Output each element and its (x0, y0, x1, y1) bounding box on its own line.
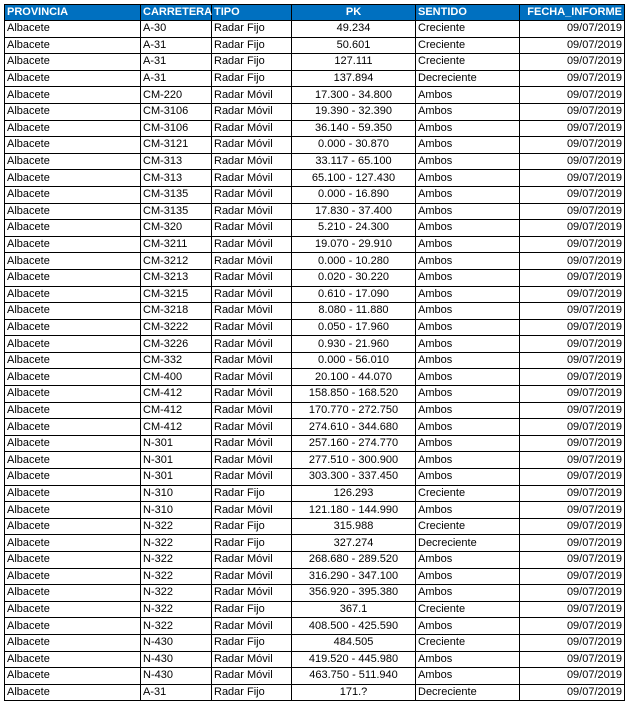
carretera-cell: A-31 (141, 70, 212, 87)
sentido-cell: Ambos (416, 452, 520, 469)
table-row (5, 286, 625, 303)
radar-table (4, 4, 625, 701)
tipo-cell: Radar Fijo (212, 54, 292, 71)
pk-cell: 356.920 - 395.380 (292, 585, 416, 602)
provincia-cell: Albacete (5, 552, 141, 569)
pk-cell: 17.830 - 37.400 (292, 203, 416, 220)
provincia-cell: Albacete (5, 236, 141, 253)
table-row (5, 518, 625, 535)
tipo-cell: Radar Móvil (212, 336, 292, 353)
carretera-cell: CM-313 (141, 153, 212, 170)
table-row (5, 87, 625, 104)
pk-cell: 17.300 - 34.800 (292, 87, 416, 104)
carretera-cell: N-310 (141, 485, 212, 502)
fecha-informe-cell: 09/07/2019 (520, 419, 625, 436)
pk-cell: 316.290 - 347.100 (292, 568, 416, 585)
tipo-cell: Radar Móvil (212, 286, 292, 303)
pk-cell: 19.390 - 32.390 (292, 103, 416, 120)
carretera-cell: N-301 (141, 452, 212, 469)
pk-cell: 463.750 - 511.940 (292, 668, 416, 685)
sentido-cell: Ambos (416, 552, 520, 569)
sentido-cell: Ambos (416, 153, 520, 170)
fecha-informe-cell: 09/07/2019 (520, 87, 625, 104)
pk-cell: 257.160 - 274.770 (292, 435, 416, 452)
sentido-cell: Ambos (416, 435, 520, 452)
sentido-cell: Ambos (416, 87, 520, 104)
table-row (5, 303, 625, 320)
pk-cell: 5.210 - 24.300 (292, 220, 416, 237)
provincia-cell: Albacete (5, 452, 141, 469)
pk-cell: 8.080 - 11.880 (292, 303, 416, 320)
tipo-cell: Radar Móvil (212, 568, 292, 585)
provincia-cell: Albacete (5, 518, 141, 535)
table-row (5, 236, 625, 253)
sentido-cell: Ambos (416, 170, 520, 187)
carretera-cell: CM-220 (141, 87, 212, 104)
tipo-cell: Radar Móvil (212, 469, 292, 486)
sentido-cell: Creciente (416, 21, 520, 38)
carretera-cell: CM-3135 (141, 203, 212, 220)
tipo-cell: Radar Fijo (212, 601, 292, 618)
fecha-informe-cell: 09/07/2019 (520, 518, 625, 535)
fecha-informe-cell: 09/07/2019 (520, 369, 625, 386)
pk-cell: 408.500 - 425.590 (292, 618, 416, 635)
pk-cell: 0.000 - 30.870 (292, 137, 416, 154)
table-row (5, 220, 625, 237)
tipo-cell: Radar Móvil (212, 87, 292, 104)
provincia-cell: Albacete (5, 485, 141, 502)
tipo-cell: Radar Móvil (212, 419, 292, 436)
fecha-informe-cell: 09/07/2019 (520, 485, 625, 502)
provincia-cell: Albacete (5, 203, 141, 220)
fecha-informe-cell: 09/07/2019 (520, 651, 625, 668)
carretera-cell: A-31 (141, 54, 212, 71)
tipo-cell: Radar Fijo (212, 37, 292, 54)
carretera-cell: CM-412 (141, 386, 212, 403)
provincia-cell: Albacete (5, 352, 141, 369)
fecha-informe-cell: 09/07/2019 (520, 502, 625, 519)
table-row (5, 402, 625, 419)
fecha-informe-cell: 09/07/2019 (520, 435, 625, 452)
provincia-cell: Albacete (5, 120, 141, 137)
sentido-cell: Ambos (416, 236, 520, 253)
pk-cell: 0.000 - 10.280 (292, 253, 416, 270)
pk-cell: 36.140 - 59.350 (292, 120, 416, 137)
table-row (5, 435, 625, 452)
header-tipo: TIPO (212, 5, 292, 21)
carretera-cell: N-322 (141, 552, 212, 569)
provincia-cell: Albacete (5, 220, 141, 237)
sentido-cell: Creciente (416, 518, 520, 535)
provincia-cell: Albacete (5, 253, 141, 270)
tipo-cell: Radar Móvil (212, 352, 292, 369)
carretera-cell: N-322 (141, 585, 212, 602)
table-row (5, 153, 625, 170)
carretera-cell: CM-3106 (141, 103, 212, 120)
provincia-cell: Albacete (5, 153, 141, 170)
pk-cell: 0.000 - 56.010 (292, 352, 416, 369)
sentido-cell: Decreciente (416, 70, 520, 87)
tipo-cell: Radar Fijo (212, 535, 292, 552)
table-row (5, 651, 625, 668)
tipo-cell: Radar Móvil (212, 253, 292, 270)
pk-cell: 0.610 - 17.090 (292, 286, 416, 303)
tipo-cell: Radar Móvil (212, 386, 292, 403)
provincia-cell: Albacete (5, 386, 141, 403)
carretera-cell: CM-3215 (141, 286, 212, 303)
carretera-cell: A-30 (141, 21, 212, 38)
sentido-cell: Decreciente (416, 535, 520, 552)
sentido-cell: Ambos (416, 402, 520, 419)
sentido-cell: Ambos (416, 120, 520, 137)
carretera-cell: N-322 (141, 568, 212, 585)
provincia-cell: Albacete (5, 684, 141, 701)
table-row (5, 502, 625, 519)
pk-cell: 303.300 - 337.450 (292, 469, 416, 486)
provincia-cell: Albacete (5, 585, 141, 602)
pk-cell: 65.100 - 127.430 (292, 170, 416, 187)
tipo-cell: Radar Móvil (212, 585, 292, 602)
provincia-cell: Albacete (5, 319, 141, 336)
table-row (5, 684, 625, 701)
fecha-informe-cell: 09/07/2019 (520, 186, 625, 203)
fecha-informe-cell: 09/07/2019 (520, 634, 625, 651)
sentido-cell: Ambos (416, 186, 520, 203)
sentido-cell: Ambos (416, 568, 520, 585)
sentido-cell: Ambos (416, 469, 520, 486)
table-row (5, 269, 625, 286)
sentido-cell: Ambos (416, 651, 520, 668)
sentido-cell: Decreciente (416, 684, 520, 701)
tipo-cell: Radar Móvil (212, 552, 292, 569)
provincia-cell: Albacete (5, 634, 141, 651)
fecha-informe-cell: 09/07/2019 (520, 618, 625, 635)
fecha-informe-cell: 09/07/2019 (520, 286, 625, 303)
fecha-informe-cell: 09/07/2019 (520, 386, 625, 403)
fecha-informe-cell: 09/07/2019 (520, 103, 625, 120)
sentido-cell: Ambos (416, 419, 520, 436)
sentido-cell: Ambos (416, 286, 520, 303)
carretera-cell: N-430 (141, 634, 212, 651)
carretera-cell: CM-3212 (141, 253, 212, 270)
sentido-cell: Ambos (416, 303, 520, 320)
fecha-informe-cell: 09/07/2019 (520, 601, 625, 618)
fecha-informe-cell: 09/07/2019 (520, 319, 625, 336)
carretera-cell: A-31 (141, 37, 212, 54)
sentido-cell: Ambos (416, 203, 520, 220)
table-row (5, 253, 625, 270)
header-row (5, 5, 625, 21)
table-row (5, 319, 625, 336)
carretera-cell: CM-3218 (141, 303, 212, 320)
table-body (5, 21, 625, 701)
provincia-cell: Albacete (5, 186, 141, 203)
carretera-cell: CM-3222 (141, 319, 212, 336)
table-row (5, 203, 625, 220)
pk-cell: 0.000 - 16.890 (292, 186, 416, 203)
table-row (5, 601, 625, 618)
tipo-cell: Radar Móvil (212, 120, 292, 137)
carretera-cell: CM-412 (141, 419, 212, 436)
pk-cell: 170.770 - 272.750 (292, 402, 416, 419)
sentido-cell: Ambos (416, 137, 520, 154)
provincia-cell: Albacete (5, 668, 141, 685)
fecha-informe-cell: 09/07/2019 (520, 253, 625, 270)
header-sentido: SENTIDO (416, 5, 520, 21)
sentido-cell: Ambos (416, 269, 520, 286)
table-row (5, 352, 625, 369)
sentido-cell: Ambos (416, 668, 520, 685)
tipo-cell: Radar Móvil (212, 103, 292, 120)
pk-cell: 126.293 (292, 485, 416, 502)
tipo-cell: Radar Móvil (212, 452, 292, 469)
carretera-cell: N-322 (141, 618, 212, 635)
table-row (5, 54, 625, 71)
tipo-cell: Radar Móvil (212, 668, 292, 685)
tipo-cell: Radar Móvil (212, 203, 292, 220)
pk-cell: 274.610 - 344.680 (292, 419, 416, 436)
fecha-informe-cell: 09/07/2019 (520, 552, 625, 569)
provincia-cell: Albacete (5, 137, 141, 154)
table-row (5, 120, 625, 137)
provincia-cell: Albacete (5, 286, 141, 303)
provincia-cell: Albacete (5, 419, 141, 436)
sentido-cell: Ambos (416, 502, 520, 519)
tipo-cell: Radar Móvil (212, 651, 292, 668)
sentido-cell: Ambos (416, 253, 520, 270)
tipo-cell: Radar Móvil (212, 618, 292, 635)
provincia-cell: Albacete (5, 269, 141, 286)
fecha-informe-cell: 09/07/2019 (520, 585, 625, 602)
provincia-cell: Albacete (5, 469, 141, 486)
header-fecha-informe: FECHA_INFORME (520, 5, 625, 21)
pk-cell: 158.850 - 168.520 (292, 386, 416, 403)
provincia-cell: Albacete (5, 170, 141, 187)
table-row (5, 369, 625, 386)
carretera-cell: N-301 (141, 469, 212, 486)
pk-cell: 0.020 - 30.220 (292, 269, 416, 286)
fecha-informe-cell: 09/07/2019 (520, 303, 625, 320)
pk-cell: 484.505 (292, 634, 416, 651)
fecha-informe-cell: 09/07/2019 (520, 137, 625, 154)
provincia-cell: Albacete (5, 87, 141, 104)
sentido-cell: Ambos (416, 336, 520, 353)
tipo-cell: Radar Móvil (212, 153, 292, 170)
fecha-informe-cell: 09/07/2019 (520, 120, 625, 137)
sentido-cell: Ambos (416, 319, 520, 336)
pk-cell: 49.234 (292, 21, 416, 38)
pk-cell: 0.930 - 21.960 (292, 336, 416, 353)
pk-cell: 127.111 (292, 54, 416, 71)
provincia-cell: Albacete (5, 502, 141, 519)
carretera-cell: CM-400 (141, 369, 212, 386)
carretera-cell: N-430 (141, 668, 212, 685)
carretera-cell: CM-3135 (141, 186, 212, 203)
fecha-informe-cell: 09/07/2019 (520, 170, 625, 187)
header-pk: PK (292, 5, 416, 21)
sentido-cell: Creciente (416, 54, 520, 71)
table-row (5, 419, 625, 436)
fecha-informe-cell: 09/07/2019 (520, 153, 625, 170)
table-row (5, 485, 625, 502)
sentido-cell: Ambos (416, 220, 520, 237)
tipo-cell: Radar Móvil (212, 220, 292, 237)
carretera-cell: CM-313 (141, 170, 212, 187)
provincia-cell: Albacete (5, 402, 141, 419)
provincia-cell: Albacete (5, 651, 141, 668)
provincia-cell: Albacete (5, 103, 141, 120)
table-row (5, 103, 625, 120)
carretera-cell: CM-3211 (141, 236, 212, 253)
table-row (5, 634, 625, 651)
fecha-informe-cell: 09/07/2019 (520, 469, 625, 486)
tipo-cell: Radar Fijo (212, 634, 292, 651)
tipo-cell: Radar Fijo (212, 684, 292, 701)
tipo-cell: Radar Fijo (212, 70, 292, 87)
pk-cell: 277.510 - 300.900 (292, 452, 416, 469)
table-row (5, 469, 625, 486)
fecha-informe-cell: 09/07/2019 (520, 236, 625, 253)
tipo-cell: Radar Móvil (212, 369, 292, 386)
pk-cell: 327.274 (292, 535, 416, 552)
table-row (5, 568, 625, 585)
tipo-cell: Radar Móvil (212, 269, 292, 286)
tipo-cell: Radar Fijo (212, 21, 292, 38)
sentido-cell: Creciente (416, 634, 520, 651)
pk-cell: 137.894 (292, 70, 416, 87)
fecha-informe-cell: 09/07/2019 (520, 220, 625, 237)
tipo-cell: Radar Móvil (212, 435, 292, 452)
provincia-cell: Albacete (5, 568, 141, 585)
carretera-cell: CM-332 (141, 352, 212, 369)
table-row (5, 585, 625, 602)
tipo-cell: Radar Móvil (212, 137, 292, 154)
pk-cell: 33.117 - 65.100 (292, 153, 416, 170)
tipo-cell: Radar Fijo (212, 518, 292, 535)
carretera-cell: CM-412 (141, 402, 212, 419)
table-row (5, 70, 625, 87)
sentido-cell: Creciente (416, 485, 520, 502)
sentido-cell: Creciente (416, 601, 520, 618)
provincia-cell: Albacete (5, 303, 141, 320)
pk-cell: 121.180 - 144.990 (292, 502, 416, 519)
pk-cell: 268.680 - 289.520 (292, 552, 416, 569)
pk-cell: 20.100 - 44.070 (292, 369, 416, 386)
table-row (5, 668, 625, 685)
tipo-cell: Radar Móvil (212, 402, 292, 419)
provincia-cell: Albacete (5, 369, 141, 386)
carretera-cell: CM-3121 (141, 137, 212, 154)
fecha-informe-cell: 09/07/2019 (520, 352, 625, 369)
sentido-cell: Ambos (416, 386, 520, 403)
fecha-informe-cell: 09/07/2019 (520, 269, 625, 286)
carretera-cell: CM-320 (141, 220, 212, 237)
table-row (5, 535, 625, 552)
tipo-cell: Radar Móvil (212, 170, 292, 187)
tipo-cell: Radar Móvil (212, 502, 292, 519)
table-row (5, 552, 625, 569)
sentido-cell: Ambos (416, 103, 520, 120)
sentido-cell: Ambos (416, 618, 520, 635)
spreadsheet-page (4, 4, 624, 699)
fecha-informe-cell: 09/07/2019 (520, 21, 625, 38)
tipo-cell: Radar Móvil (212, 319, 292, 336)
pk-cell: 0.050 - 17.960 (292, 319, 416, 336)
fecha-informe-cell: 09/07/2019 (520, 668, 625, 685)
tipo-cell: Radar Móvil (212, 186, 292, 203)
pk-cell: 367.1 (292, 601, 416, 618)
table-row (5, 186, 625, 203)
header-carretera: CARRETERA (141, 5, 212, 21)
table-row (5, 336, 625, 353)
provincia-cell: Albacete (5, 618, 141, 635)
fecha-informe-cell: 09/07/2019 (520, 535, 625, 552)
fecha-informe-cell: 09/07/2019 (520, 568, 625, 585)
fecha-informe-cell: 09/07/2019 (520, 452, 625, 469)
fecha-informe-cell: 09/07/2019 (520, 684, 625, 701)
provincia-cell: Albacete (5, 70, 141, 87)
sentido-cell: Ambos (416, 585, 520, 602)
carretera-cell: CM-3106 (141, 120, 212, 137)
carretera-cell: N-322 (141, 518, 212, 535)
carretera-cell: CM-3213 (141, 269, 212, 286)
provincia-cell: Albacete (5, 21, 141, 38)
carretera-cell: N-430 (141, 651, 212, 668)
carretera-cell: A-31 (141, 684, 212, 701)
sentido-cell: Creciente (416, 37, 520, 54)
table-row (5, 452, 625, 469)
pk-cell: 419.520 - 445.980 (292, 651, 416, 668)
tipo-cell: Radar Móvil (212, 236, 292, 253)
provincia-cell: Albacete (5, 37, 141, 54)
carretera-cell: N-310 (141, 502, 212, 519)
table-row (5, 386, 625, 403)
table-row (5, 170, 625, 187)
pk-cell: 315.988 (292, 518, 416, 535)
table-row (5, 37, 625, 54)
sentido-cell: Ambos (416, 352, 520, 369)
table-row (5, 618, 625, 635)
fecha-informe-cell: 09/07/2019 (520, 54, 625, 71)
fecha-informe-cell: 09/07/2019 (520, 70, 625, 87)
tipo-cell: Radar Móvil (212, 303, 292, 320)
carretera-cell: N-322 (141, 601, 212, 618)
provincia-cell: Albacete (5, 54, 141, 71)
fecha-informe-cell: 09/07/2019 (520, 402, 625, 419)
carretera-cell: N-322 (141, 535, 212, 552)
table-row (5, 137, 625, 154)
provincia-cell: Albacete (5, 336, 141, 353)
header-provincia: PROVINCIA (5, 5, 141, 21)
pk-cell: 171.? (292, 684, 416, 701)
tipo-cell: Radar Fijo (212, 485, 292, 502)
provincia-cell: Albacete (5, 535, 141, 552)
carretera-cell: CM-3226 (141, 336, 212, 353)
table-row (5, 21, 625, 38)
pk-cell: 19.070 - 29.910 (292, 236, 416, 253)
carretera-cell: N-301 (141, 435, 212, 452)
fecha-informe-cell: 09/07/2019 (520, 37, 625, 54)
fecha-informe-cell: 09/07/2019 (520, 336, 625, 353)
fecha-informe-cell: 09/07/2019 (520, 203, 625, 220)
pk-cell: 50.601 (292, 37, 416, 54)
sentido-cell: Ambos (416, 369, 520, 386)
provincia-cell: Albacete (5, 435, 141, 452)
provincia-cell: Albacete (5, 601, 141, 618)
